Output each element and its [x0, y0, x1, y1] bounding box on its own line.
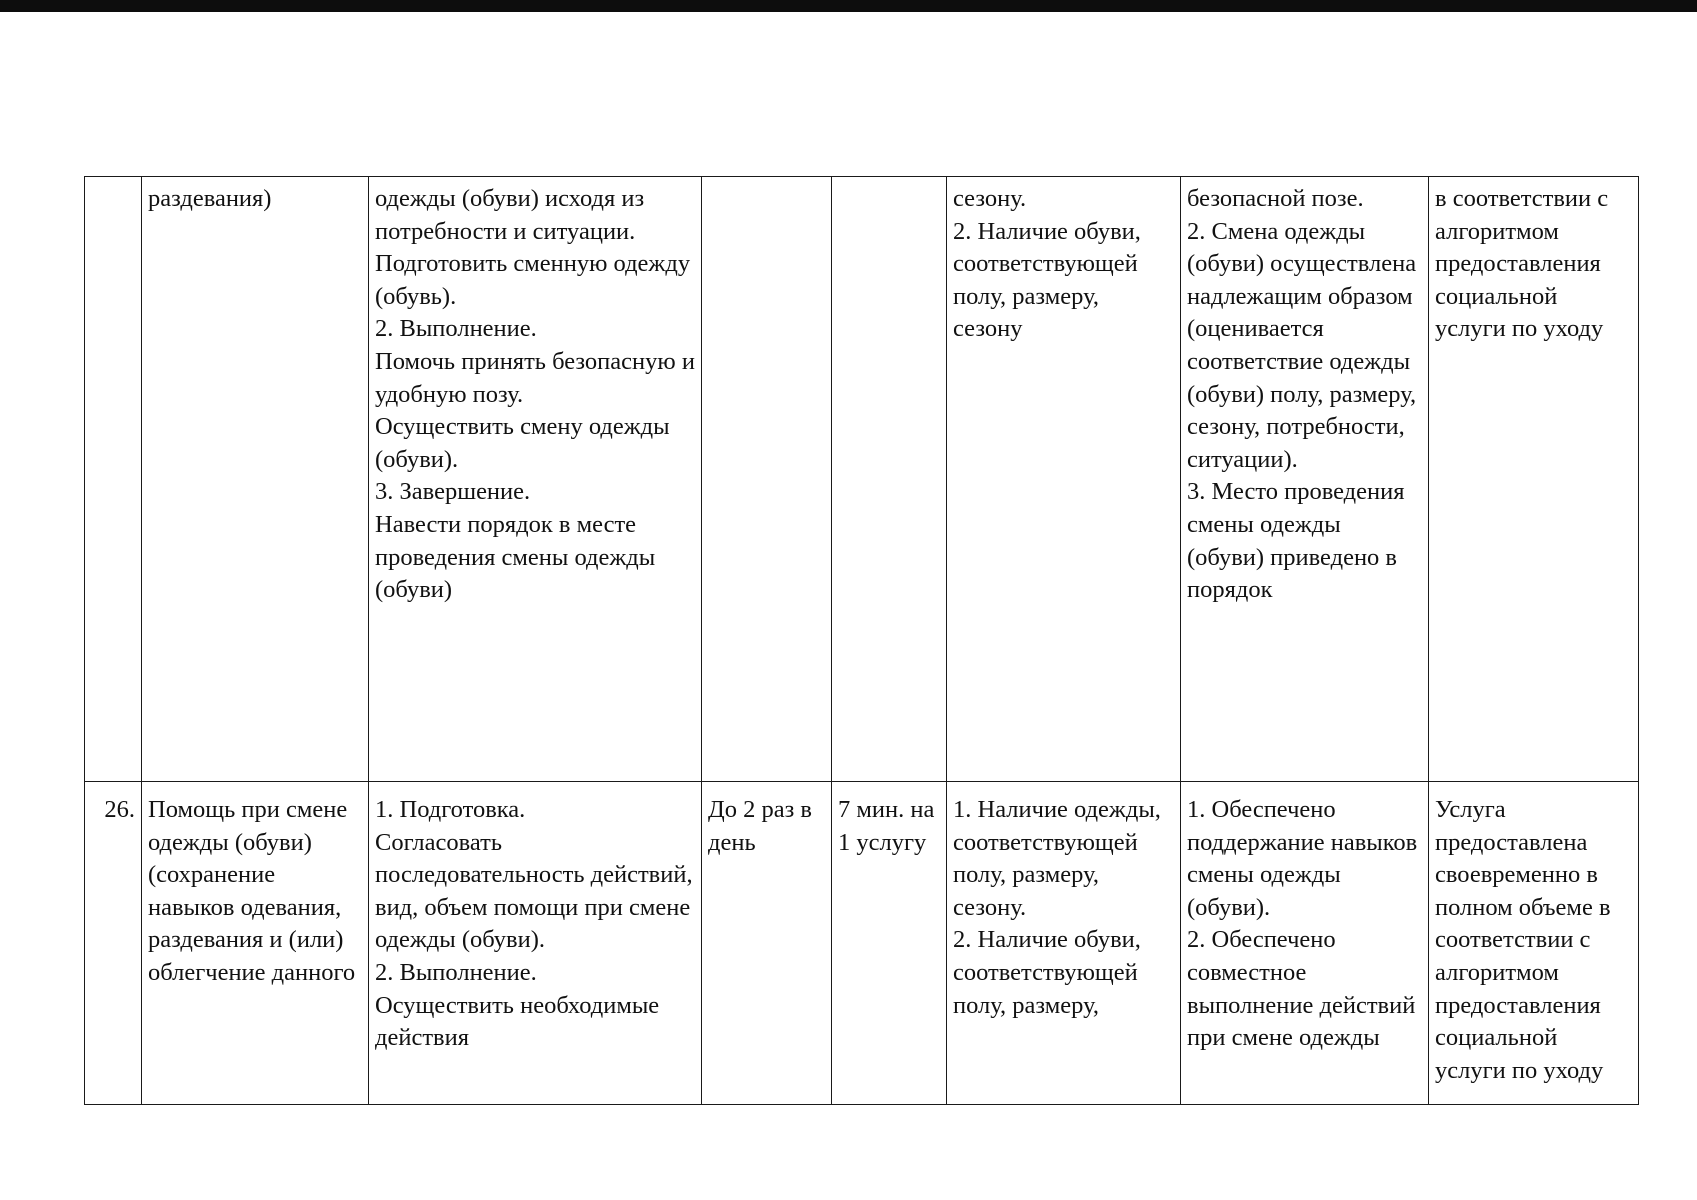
- service-name-cell: Помощь при смене одежды (обуви) (сохранение навыков одевания, раздевания и (или) облегчение данного: [142, 782, 369, 1105]
- service-name-cell: раздевания): [142, 177, 369, 782]
- conditions-cell: в соответствии с алгоритмом предоставления социальной услуги по уходу: [1429, 177, 1639, 782]
- frequency-cell: [702, 177, 832, 782]
- table-row: [85, 782, 1639, 1105]
- table-row: [85, 177, 1639, 782]
- scan-edge-bar: [0, 0, 1697, 12]
- quality-cell: сезону. 2. Наличие обуви, соответствующей полу, размеру, сезону: [947, 177, 1181, 782]
- row-number-cell: [85, 177, 142, 782]
- frequency-cell: До 2 раз в день: [702, 782, 832, 1105]
- service-content-cell: одежды (обуви) исходя из потребности и ситуации. Подготовить сменную одежду (обувь). 2. Выполнение. Помочь принять безопасную и удобную позу. Осуществить смену одежды (обуви). 3. Завершение. Навести порядок в месте проведения смены одежды (обуви): [369, 177, 702, 782]
- conditions-cell: Услуга предоставлена своевременно в полном объеме в соответствии с алгоритмом предоставления социальной услуги по уходу: [1429, 782, 1639, 1105]
- service-content-cell: 1. Подготовка. Согласовать последовательность действий, вид, объем помощи при смене одежды (обуви). 2. Выполнение. Осуществить необходимые действия: [369, 782, 702, 1105]
- services-table: [84, 176, 1639, 1105]
- row-number-cell: 26.: [85, 782, 142, 1105]
- results-cell: безопасной позе. 2. Смена одежды (обуви) осуществлена надлежащим образом (оценивается соответствие одежды (обуви) полу, размеру, сезону, потребности, ситуации). 3. Место проведения смены одежды (обуви) приведено в порядок: [1181, 177, 1429, 782]
- quality-cell: 1. Наличие одежды, соответствующей полу, размеру, сезону. 2. Наличие обуви, соответствующей полу, размеру,: [947, 782, 1181, 1105]
- results-cell: 1. Обеспечено поддержание навыков смены одежды (обуви). 2. Обеспечено совместное выполнение действий при смене одежды: [1181, 782, 1429, 1105]
- time-cell: 7 мин. на 1 услугу: [832, 782, 947, 1105]
- time-cell: [832, 177, 947, 782]
